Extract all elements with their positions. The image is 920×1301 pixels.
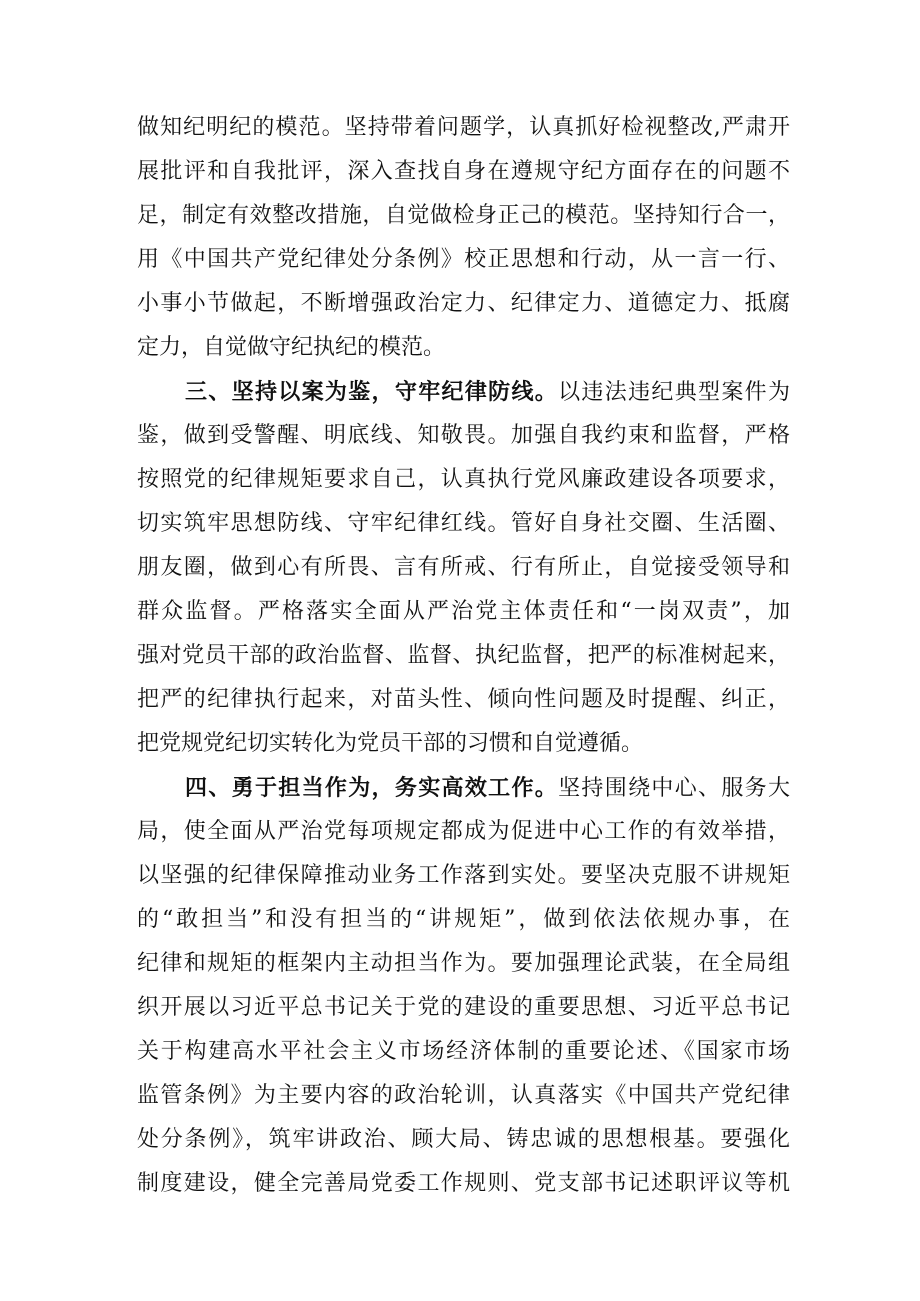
paragraph-first-line <box>185 377 790 407</box>
paragraph-line: 把党规党纪切实转化为党员干部的习惯和自觉遵循。 <box>137 731 644 756</box>
section-heading: 三、坚持以案为鉴，守牢纪律防线。 <box>185 379 559 405</box>
paragraph-line: 小事小节做起，不断增强政治定力、纪律定力、道德定力、抵腐 <box>137 291 790 316</box>
paragraph-line: 把严的纪律执行起来，对苗头性、倾向性问题及时提醒、纠正， <box>137 687 790 712</box>
paragraph-line: 按照党的纪律规矩要求自己，认真执行党风廉政建设各项要求， <box>137 467 790 492</box>
paragraph-line: 鉴，做到受警醒、明底线、知敬畏。加强自我约束和监督，严格 <box>137 423 790 448</box>
paragraph-line: 足，制定有效整改措施，自觉做检身正己的模范。坚持知行合一， <box>137 203 790 228</box>
paragraph-line: 制度建设，健全完善局党委工作规则、党支部书记述职评议等机 <box>137 1171 790 1196</box>
paragraph-line: 以坚强的纪律保障推动业务工作落到实处。要坚决克服不讲规矩 <box>137 863 790 888</box>
paragraph-line: 用《中国共产党纪律处分条例》校正思想和行动，从一言一行、 <box>137 247 790 272</box>
paragraph-line: 的“敢担当”和没有担当的“讲规矩”，做到依法依规办事，在 <box>137 907 790 932</box>
paragraph-line: 定力，自觉做守纪执纪的模范。 <box>137 335 446 360</box>
paragraph-line: 朋友圈，做到心有所畏、言有所戒、行有所止，自觉接受领导和 <box>137 555 790 580</box>
paragraph-line: 强对党员干部的政治监督、监督、执纪监督，把严的标准树起来， <box>137 643 790 668</box>
paragraph-line: 切实筑牢思想防线、守牢纪律红线。管好自身社交圈、生活圈、 <box>137 511 790 536</box>
section-heading: 四、勇于担当作为，务实高效工作。 <box>185 775 559 801</box>
paragraph-line: 纪律和规矩的框架内主动担当作为。要加强理论武装，在全局组 <box>137 951 790 976</box>
paragraph-line: 局，使全面从严治党每项规定都成为促进中心工作的有效举措， <box>137 819 790 844</box>
paragraph-first-line <box>185 773 790 803</box>
paragraph-line: 织开展以习近平总书记关于党的建设的重要思想、习近平总书记 <box>137 995 790 1020</box>
paragraph-line: 关于构建高水平社会主义市场经济体制的重要论述、《国家市场 <box>137 1039 790 1064</box>
paragraph-line: 做知纪明纪的模范。坚持带着问题学，认真抓好检视整改,严肃开 <box>137 115 790 140</box>
paragraph-line: 处分条例》，筑牢讲政治、顾大局、铸忠诚的思想根基。要强化 <box>137 1127 790 1152</box>
paragraph-text: 坚持围绕中心、服务大 <box>558 776 790 801</box>
paragraph-line: 监管条例》为主要内容的政治轮训，认真落实《中国共产党纪律 <box>137 1083 790 1108</box>
paragraph-line: 展批评和自我批评，深入查找自身在遵规守纪方面存在的问题不 <box>137 159 790 184</box>
paragraph-text: 以违法违纪典型案件为 <box>558 380 790 405</box>
paragraph-line: 群众监督。严格落实全面从严治党主体责任和“一岗双责”，加 <box>137 599 790 624</box>
